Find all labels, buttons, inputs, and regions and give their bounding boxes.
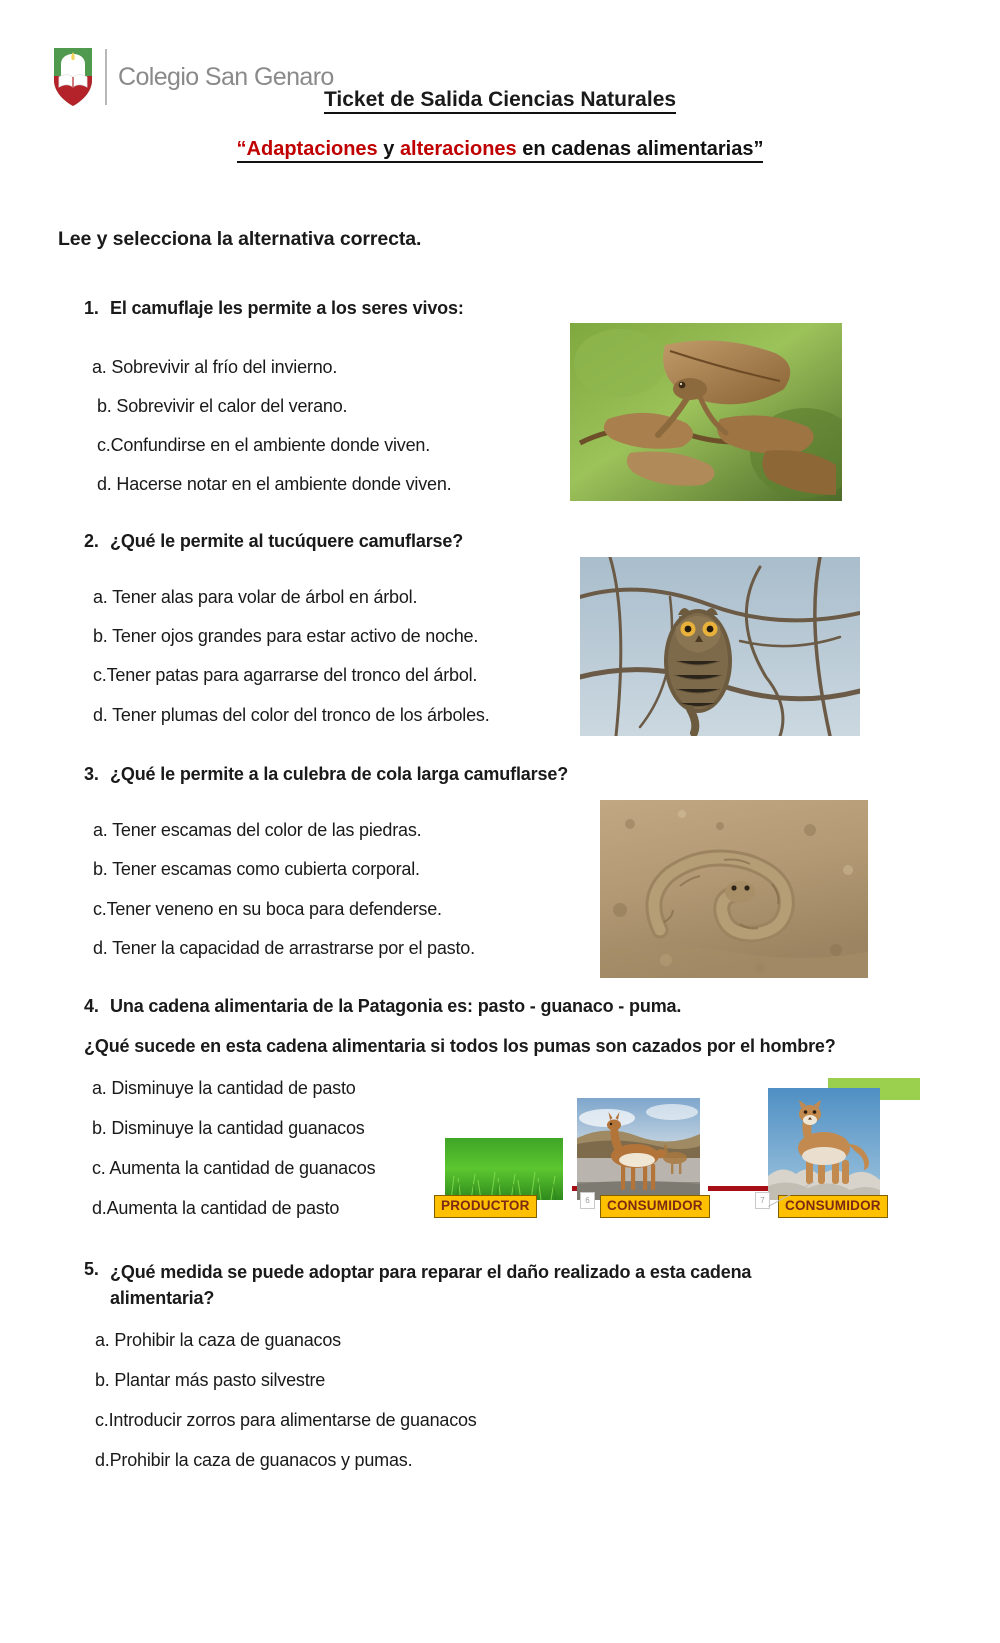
question-4-option-c[interactable]: c. Aumenta la cantidad de guanacos: [92, 1158, 376, 1178]
question-3-number: 3.: [84, 764, 99, 784]
question-4: [84, 996, 681, 1017]
question-1-image-gecko: [570, 323, 842, 501]
food-chain-badge-consumidor-1: CONSUMIDOR: [600, 1195, 710, 1218]
question-5-option-a[interactable]: a. Prohibir la caza de guanacos: [95, 1330, 341, 1350]
question-2-option-d[interactable]: d. Tener plumas del color del tronco de los árboles.: [93, 705, 490, 725]
subtitle-tail: en cadenas alimentarias”: [516, 138, 764, 160]
food-chain-badge-productor: PRODUCTOR: [434, 1195, 537, 1218]
question-3-option-d[interactable]: d. Tener la capacidad de arrastrarse por el pasto.: [93, 938, 475, 958]
question-2-option-b[interactable]: b. Tener ojos grandes para estar activo de noche.: [93, 626, 479, 646]
question-3-option-b[interactable]: b. Tener escamas como cubierta corporal.: [93, 859, 420, 879]
question-2-number: 2.: [84, 531, 99, 551]
school-name: Colegio San Genaro: [118, 62, 334, 91]
page-title: [0, 88, 1000, 112]
question-1-option-b[interactable]: b. Sobrevivir el calor del verano.: [97, 396, 348, 416]
question-5-option-d[interactable]: d.Prohibir la caza de guanacos y pumas.: [95, 1450, 413, 1470]
question-3-text: ¿Qué le permite a la culebra de cola larga camuflarse?: [110, 764, 569, 784]
question-3-option-c[interactable]: c.Tener veneno en su boca para defenderse.: [93, 899, 442, 919]
question-5-text: ¿Qué medida se puede adoptar para reparar el daño realizado a esta cadena alimentaria?: [110, 1262, 752, 1309]
subtitle-word-alteraciones: alteraciones: [399, 138, 517, 160]
question-4-text: Una cadena alimentaria de la Patagonia es: pasto - guanaco - puma.: [110, 996, 682, 1016]
question-2-image-owl: [580, 557, 860, 736]
page-title-text: Ticket de Salida Ciencias Naturales: [324, 88, 676, 114]
question-4-text-line2: ¿Qué sucede en esta cadena alimentaria si todos los pumas son cazados por el hombre?: [84, 1036, 836, 1056]
question-2-text: ¿Qué le permite al tucúquere camuflarse?: [110, 531, 464, 551]
food-chain-image-guanaco: [577, 1098, 700, 1200]
question-3-option-a[interactable]: a. Tener escamas del color de las piedras.: [93, 820, 422, 840]
question-4-option-b[interactable]: b. Disminuye la cantidad guanacos: [92, 1118, 365, 1138]
question-5-number: 5.: [84, 1259, 99, 1279]
question-2-option-c[interactable]: c.Tener patas para agarrarse del tronco del árbol.: [93, 665, 478, 685]
question-4-option-d[interactable]: d.Aumenta la cantidad de pasto: [92, 1198, 340, 1218]
question-1-number: 1.: [84, 298, 99, 318]
subtitle-conjunction: y: [377, 138, 400, 160]
food-chain-diagram: [420, 1070, 920, 1230]
question-1-option-a[interactable]: a. Sobrevivir al frío del invierno.: [92, 357, 338, 377]
question-3-image-snake: [600, 800, 868, 978]
subtitle-word-adaptaciones: Adaptaciones: [246, 138, 378, 160]
question-3: [84, 764, 568, 785]
food-chain-box-number-7: 7: [755, 1192, 770, 1209]
page-subtitle: [0, 138, 1000, 161]
subtitle-open-quote: “: [236, 138, 247, 160]
question-2-option-a[interactable]: a. Tener alas para volar de árbol en árbol.: [93, 587, 418, 607]
question-1-option-d[interactable]: d. Hacerse notar en el ambiente donde viven.: [97, 474, 452, 494]
question-5-option-c[interactable]: c.Introducir zorros para alimentarse de guanacos: [95, 1410, 477, 1430]
food-chain-image-puma: [768, 1088, 880, 1200]
question-5: [84, 1259, 824, 1311]
question-4-option-a[interactable]: a. Disminuye la cantidad de pasto: [92, 1078, 356, 1098]
food-chain-box-number-6: 6: [580, 1192, 595, 1209]
food-chain-image-grass: [445, 1138, 563, 1200]
question-1-option-c[interactable]: c.Confundirse en el ambiente donde viven.: [97, 435, 431, 455]
page-header: [0, 0, 1000, 180]
question-1-text: El camuflaje les permite a los seres vivos:: [110, 298, 464, 318]
question-5-option-b[interactable]: b. Plantar más pasto silvestre: [95, 1370, 326, 1390]
question-2: [84, 531, 463, 552]
question-1: [84, 298, 464, 319]
food-chain-badge-consumidor-2: CONSUMIDOR: [778, 1195, 888, 1218]
question-4-number: 4.: [84, 996, 99, 1016]
instruction-text: Lee y selecciona la alternativa correcta.: [58, 228, 422, 250]
